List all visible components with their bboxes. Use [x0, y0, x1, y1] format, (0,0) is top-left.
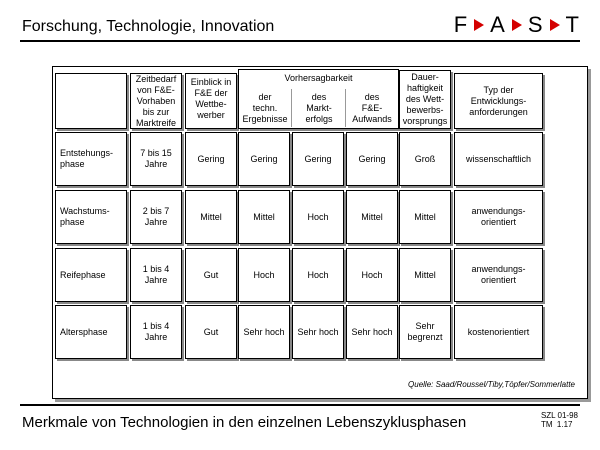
logo-letter-a: A [490, 12, 506, 37]
table-cell: 1 bis 4 Jahre [130, 248, 182, 302]
top-rule [20, 40, 580, 42]
table-cell: Hoch [238, 248, 290, 302]
table-cell: Sehr begrenzt [399, 305, 451, 359]
table-cell: 1 bis 4 Jahre [130, 305, 182, 359]
table-cell: Groß [399, 132, 451, 186]
table-cell: Gering [346, 132, 398, 186]
logo-triangle-icon [474, 19, 484, 31]
col-subheader-techn-ergebnisse: der techn. Ergebnisse [239, 89, 292, 127]
table-cell: Hoch [292, 190, 344, 244]
col-subheader-markterfolg: des Markt- erfolgs [293, 89, 346, 127]
phase-label: Reifephase [55, 248, 127, 302]
col-header-zeitbedarf: Zeitbedarf von F&E- Vorhaben bis zur Marktreife [130, 73, 182, 129]
slide-code: SZL 01-98 TM 1.17 [540, 411, 578, 429]
fast-logo [454, 12, 580, 38]
phase-label: Wachstums- phase [55, 190, 127, 244]
col-header-einblick: Einblick in F&E der Wettbe- werber [185, 73, 237, 129]
table-cell: Hoch [292, 248, 344, 302]
logo-letter-f: F [453, 12, 469, 37]
table-cell: wissenschaftlich [454, 132, 543, 186]
logo-letter-t: T [565, 12, 580, 37]
table-cell: anwendungs- orientiert [454, 248, 543, 302]
table-cell: 7 bis 15 Jahre [130, 132, 182, 186]
logo-triangle-icon [550, 19, 560, 31]
table-cell: Mittel [185, 190, 237, 244]
col-header-typ: Typ der Entwicklungs- anforderungen [454, 73, 543, 129]
table-cell: kostenorientiert [454, 305, 543, 359]
table-cell: Gering [185, 132, 237, 186]
table-cell: Gut [185, 248, 237, 302]
col-header-dauerhaftigkeit: Dauer- haftigkeit des Wett- bewerbs- vorsprungs [399, 70, 451, 129]
technology-lifecycle-table [52, 66, 588, 399]
table-cell: Gut [185, 305, 237, 359]
table-cell: 2 bis 7 Jahre [130, 190, 182, 244]
source-note: Quelle: Saad/Roussel/Tiby,Töpfer/Sommerlatte [408, 380, 575, 389]
table-cell: Sehr hoch [238, 305, 290, 359]
corner-cell [55, 73, 127, 129]
table-cell: anwendungs- orientiert [454, 190, 543, 244]
table-cell: Mittel [238, 190, 290, 244]
phase-label: Entstehungs- phase [55, 132, 127, 186]
col-subheader-fe-aufwand: des F&E- Aufwands [346, 89, 398, 127]
table-cell: Sehr hoch [292, 305, 344, 359]
logo-letter-s: S [527, 12, 544, 37]
col-header-vorhersagbarkeit: Vorhersagbarkeit [238, 69, 399, 129]
slide-caption: Merkmale von Technologien in den einzelnen Lebenszyklusphasen [22, 414, 467, 431]
page-title: Forschung, Technologie, Innovation [22, 18, 275, 35]
table-cell: Mittel [399, 190, 451, 244]
table-cell: Hoch [346, 248, 398, 302]
logo-triangle-icon [512, 19, 522, 31]
bottom-rule [20, 404, 580, 406]
table-cell: Sehr hoch [346, 305, 398, 359]
table-cell: Gering [292, 132, 344, 186]
phase-label: Altersphase [55, 305, 127, 359]
table-cell: Mittel [346, 190, 398, 244]
table-cell: Mittel [399, 248, 451, 302]
table-cell: Gering [238, 132, 290, 186]
